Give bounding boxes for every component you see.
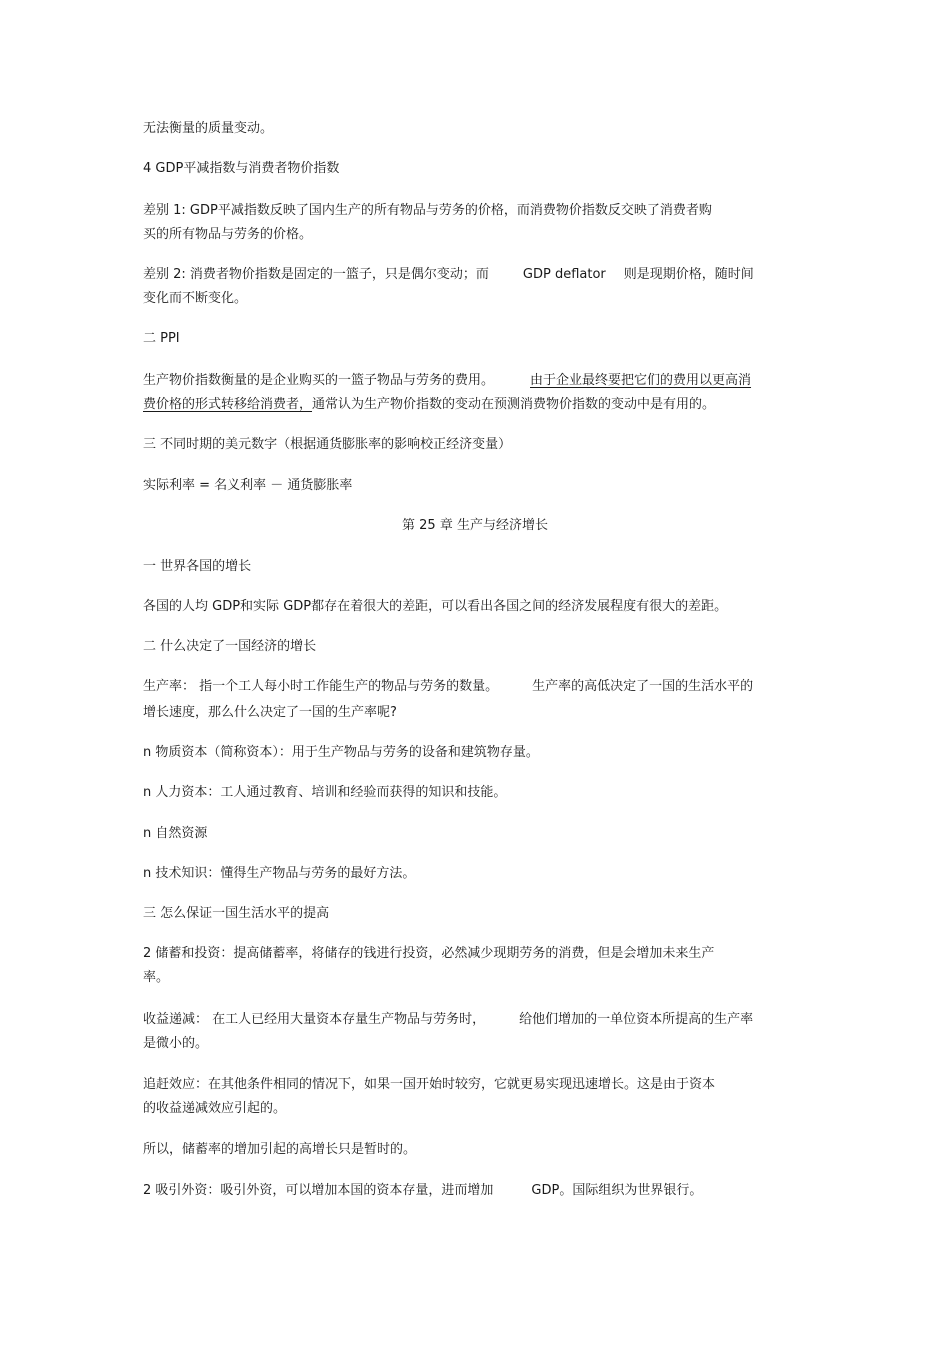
text-span: 则是现期价格，随时间 — [623, 267, 754, 282]
list-item: n 自然资源 — [143, 826, 208, 841]
text-line: 买的所有物品与劳务的价格。 — [143, 227, 313, 242]
text-line — [143, 1012, 753, 1028]
section-heading: 二 什么决定了一国经济的增长 — [143, 639, 317, 654]
text-span: 给他们增加的一单位资本所提高的生产率 — [519, 1012, 754, 1027]
text-line — [143, 373, 751, 389]
underlined-text: 由于企业最终要把它们的费用以更高消 — [530, 373, 752, 388]
text-span: 通常认为生产物价指数的变动在预测消费物价指数的变动中是有用的。 — [312, 397, 716, 412]
text-line: 变化而不断变化。 — [143, 291, 248, 306]
underlined-text: 费价格的形式转移给消费者， — [143, 397, 313, 412]
text-line: 无法衡量的质量变动。 — [143, 121, 274, 136]
section-heading: 二 PPI — [143, 331, 180, 346]
section-heading: 三 怎么保证一国生活水平的提高 — [143, 906, 330, 921]
text-span: 差别 2: 消费者物价指数是固定的一篮子，只是偶尔变动；而 — [143, 267, 489, 282]
text-span: 生产率的高低决定了一国的生活水平的 — [532, 679, 754, 694]
text-span: 生产物价指数衡量的是企业购买的一篮子物品与劳务的费用。 — [143, 373, 495, 388]
text-line: 差别 1: GDP平减指数反映了国内生产的所有物品与劳务的价格，而消费物价指数反交映了消费者购 — [143, 203, 712, 218]
text-span: 生产率： 指一个工人每小时工作能生产的物品与劳务的数量。 — [143, 679, 499, 694]
text-line: 率。 — [143, 970, 170, 985]
text-span: 2 吸引外资：吸引外资，可以增加本国的资本存量，进而增加 — [143, 1183, 494, 1198]
list-item: n 人力资本：工人通过教育、培训和经验而获得的知识和技能。 — [143, 785, 507, 800]
text-span: 收益递减： 在工人已经用大量资本存量生产物品与劳务时， — [143, 1012, 486, 1027]
text-line: 增长速度，那么什么决定了一国的生产率呢? — [143, 705, 397, 720]
text-line — [143, 679, 753, 695]
text-line — [143, 267, 754, 283]
text-line: 各国的人均 GDP和实际 GDP都存在着很大的差距，可以看出各国之间的经济发展程度有很大的差距。 — [143, 599, 728, 614]
text-line: 的收益递减效应引起的。 — [143, 1101, 287, 1116]
text-line: 2 储蓄和投资：提高储蓄率，将储存的钱进行投资，必然减少现期劳务的消费，但是会增加未来生产 — [143, 946, 715, 961]
text-line — [143, 1183, 702, 1199]
section-heading: 三 不同时期的美元数字（根据通货膨胀率的影响校正经济变量） — [143, 437, 512, 452]
section-heading: 一 世界各国的增长 — [143, 559, 252, 574]
text-span: GDP。国际组织为世界银行。 — [531, 1183, 703, 1198]
text-line: 所以，储蓄率的增加引起的高增长只是暂时的。 — [143, 1142, 417, 1157]
text-line: 追赶效应：在其他条件相同的情况下，如果一国开始时较穷，它就更易实现迅速增长。这是由于资本 — [143, 1077, 716, 1092]
chapter-title: 第 25 章 生产与经济增长 — [402, 518, 548, 533]
list-item: n 物质资本（简称资本）：用于生产物品与劳务的设备和建筑物存量。 — [143, 745, 539, 760]
text-line — [143, 397, 715, 413]
text-span: GDP deflator — [522, 267, 606, 282]
list-item: n 技术知识：懂得生产物品与劳务的最好方法。 — [143, 866, 416, 881]
section-heading: 4 GDP平减指数与消费者物价指数 — [143, 161, 340, 176]
formula-line: 实际利率 = 名义利率 － 通货膨胀率 — [143, 478, 353, 493]
text-line: 是微小的。 — [143, 1036, 209, 1051]
